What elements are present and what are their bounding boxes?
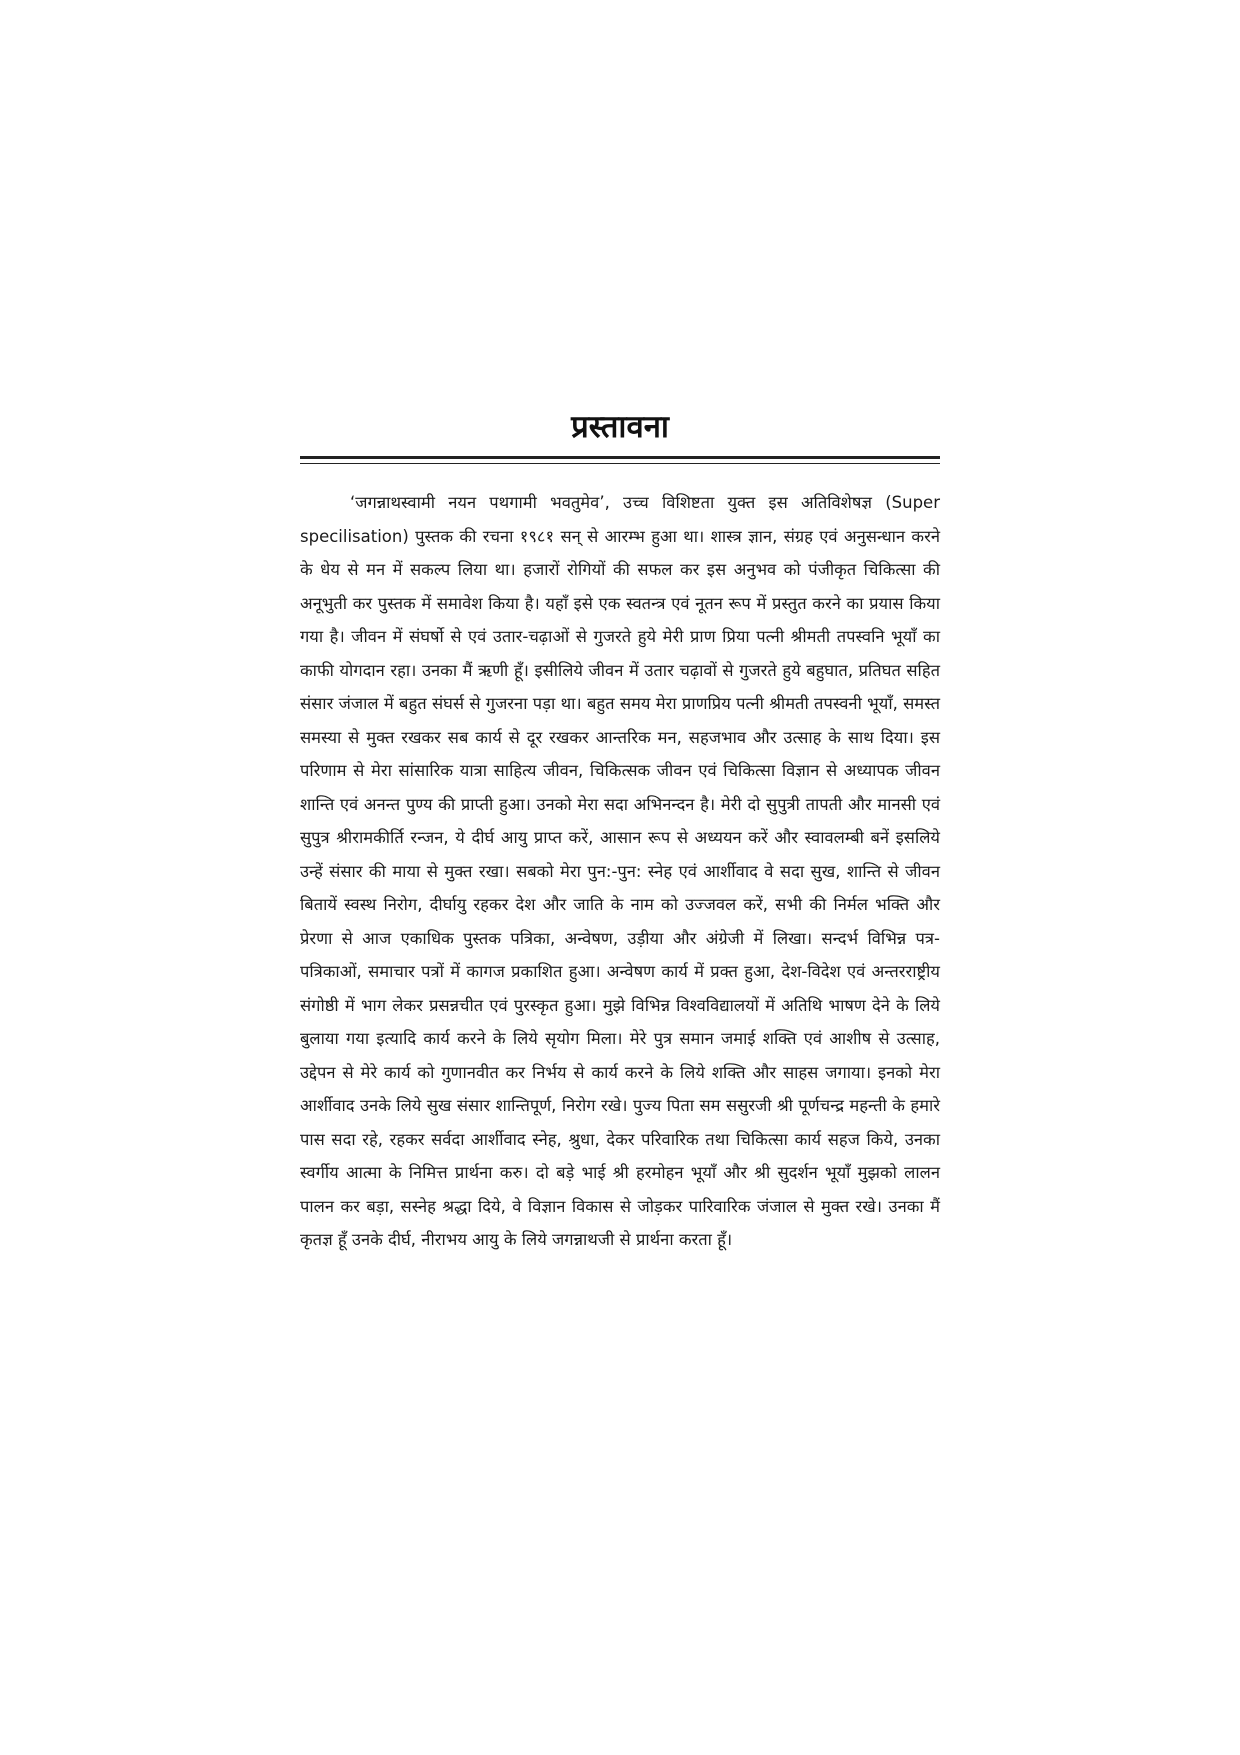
title-underline-thick [300, 456, 940, 459]
body-paragraph: ‘जगन्नाथस्वामी नयन पथगामी भवतुमेव’, उच्च विशिष्टता युक्त इस अतिविशेषज्ञ (Super specilisation) पुस्तक की रचना १९८१ सन् से आरम्भ हुआ था। शास्त्र ज्ञान, संग्रह एवं अनुसन्धान करने के धेय से मन में सकल्प लिया था। हजारों रोगियों की सफल कर इस अनुभव को पंजीकृत चिकित्सा की अनूभुती कर पुस्तक में समावेश किया है। यहाँ इसे एक स्वतन्त्र एवं नूतन रूप में प्रस्तुत करने का प्रयास किया गया है। जीवन में संघर्षो से एवं उतार-चढ़ाओं से गुजरते हुये मेरी प्राण प्रिया पत्नी श्रीमती तपस्वनि भूयाँ का काफी योगदान रहा। उनका मैं ऋणी हूँ। इसीलिये जीवन में उतार चढ़ावों से गुजरते हुये बहुघात, प्रतिघत सहित संसार जंजाल में बहुत संघर्स से गुजरना पड़ा था। बहुत समय मेरा प्राणप्रिय पत्नी श्रीमती तपस्वनी भूयाँ, समस्त समस्या से मुक्त रखकर सब कार्य से दूर रखकर आन्तरिक मन, सहजभाव और उत्साह के साथ दिया। इस परिणाम से मेरा सांसारिक यात्रा साहित्य जीवन, चिकित्सक जीवन एवं चिकित्सा विज्ञान से अध्यापक जीवन शान्ति एवं अनन्त पुण्य की प्राप्ती हुआ। उनको मेरा सदा अभिनन्दन है। मेरी दो सुपुत्री तापती और मानसी एवं सुपुत्र श्रीरामकीर्ति रन्जन, ये दीर्घ आयु प्राप्त करें, आसान रूप से अध्ययन करें और स्वावलम्बी बनें इसलिये उन्हें संसार की माया से मुक्त रखा। सबको मेरा पुन:-पुन: स्नेह एवं आर्शीवाद वे सदा सुख, शान्ति से जीवन बितायें स्वस्थ निरोग, दीर्घायु रहकर देश और जाति के नाम को उज्जवल करें, सभी की निर्मल भक्ति और प्रेरणा से आज एकाधिक पुस्तक पत्रिका, अन्वेषण, उड़ीया और अंग्रेजी में लिखा। सन्दर्भ विभिन्न पत्र-पत्रिकाओं, समाचार पत्रों में कागज प्रकाशित हुआ। अन्वेषण कार्य में प्रक्त हुआ, देश-विदेश एवं अन्तरराष्ट्रीय संगोष्ठी में भाग लेकर प्रसन्नचीत एवं पुरस्कृत हुआ। मुझे विभिन्न विश्वविद्यालयों में अतिथि भाषण देने के लिये बुलाया गया इत्यादि कार्य करने के लिये सृयोग मिला। मेरे पुत्र समान जमाई शक्ति एवं आशीष से उत्साह, उद्देपन से मेरे कार्य को गुणानवीत कर निर्भय से कार्य करने के लिये शक्ति और साहस जगाया। इनको मेरा आर्शीवाद उनके लिये सुख संसार शान्तिपूर्ण, निरोग रखे। पुज्य पिता सम ससुरजी श्री पूर्णचन्द्र महन्ती के हमारे पास सदा रहे, रहकर सर्वदा आर्शीवाद स्नेह, श्रुधा, देकर परिवारिक तथा चिकित्सा कार्य सहज किये, उनका स्वर्गीय आत्मा के निमित्त प्रार्थना करु। दो बड़े भाई श्री हरमोहन भूयाँ और श्री सुदर्शन भूयाँ मुझको लालन पालन कर बड़ा, सस्नेह श्रद्धा दिये, वे विज्ञान विकास से जोड़कर पारिवारिक जंजाल से मुक्त रखे। उनका मैं कृतज्ञ हूँ उनके दीर्घ, नीराभय आयु के लिये जगन्नाथजी से प्रार्थना करता हूँ। [300, 493, 940, 1249]
title-underline-thin [300, 463, 940, 464]
page-title: प्रस्तावना [571, 409, 669, 445]
